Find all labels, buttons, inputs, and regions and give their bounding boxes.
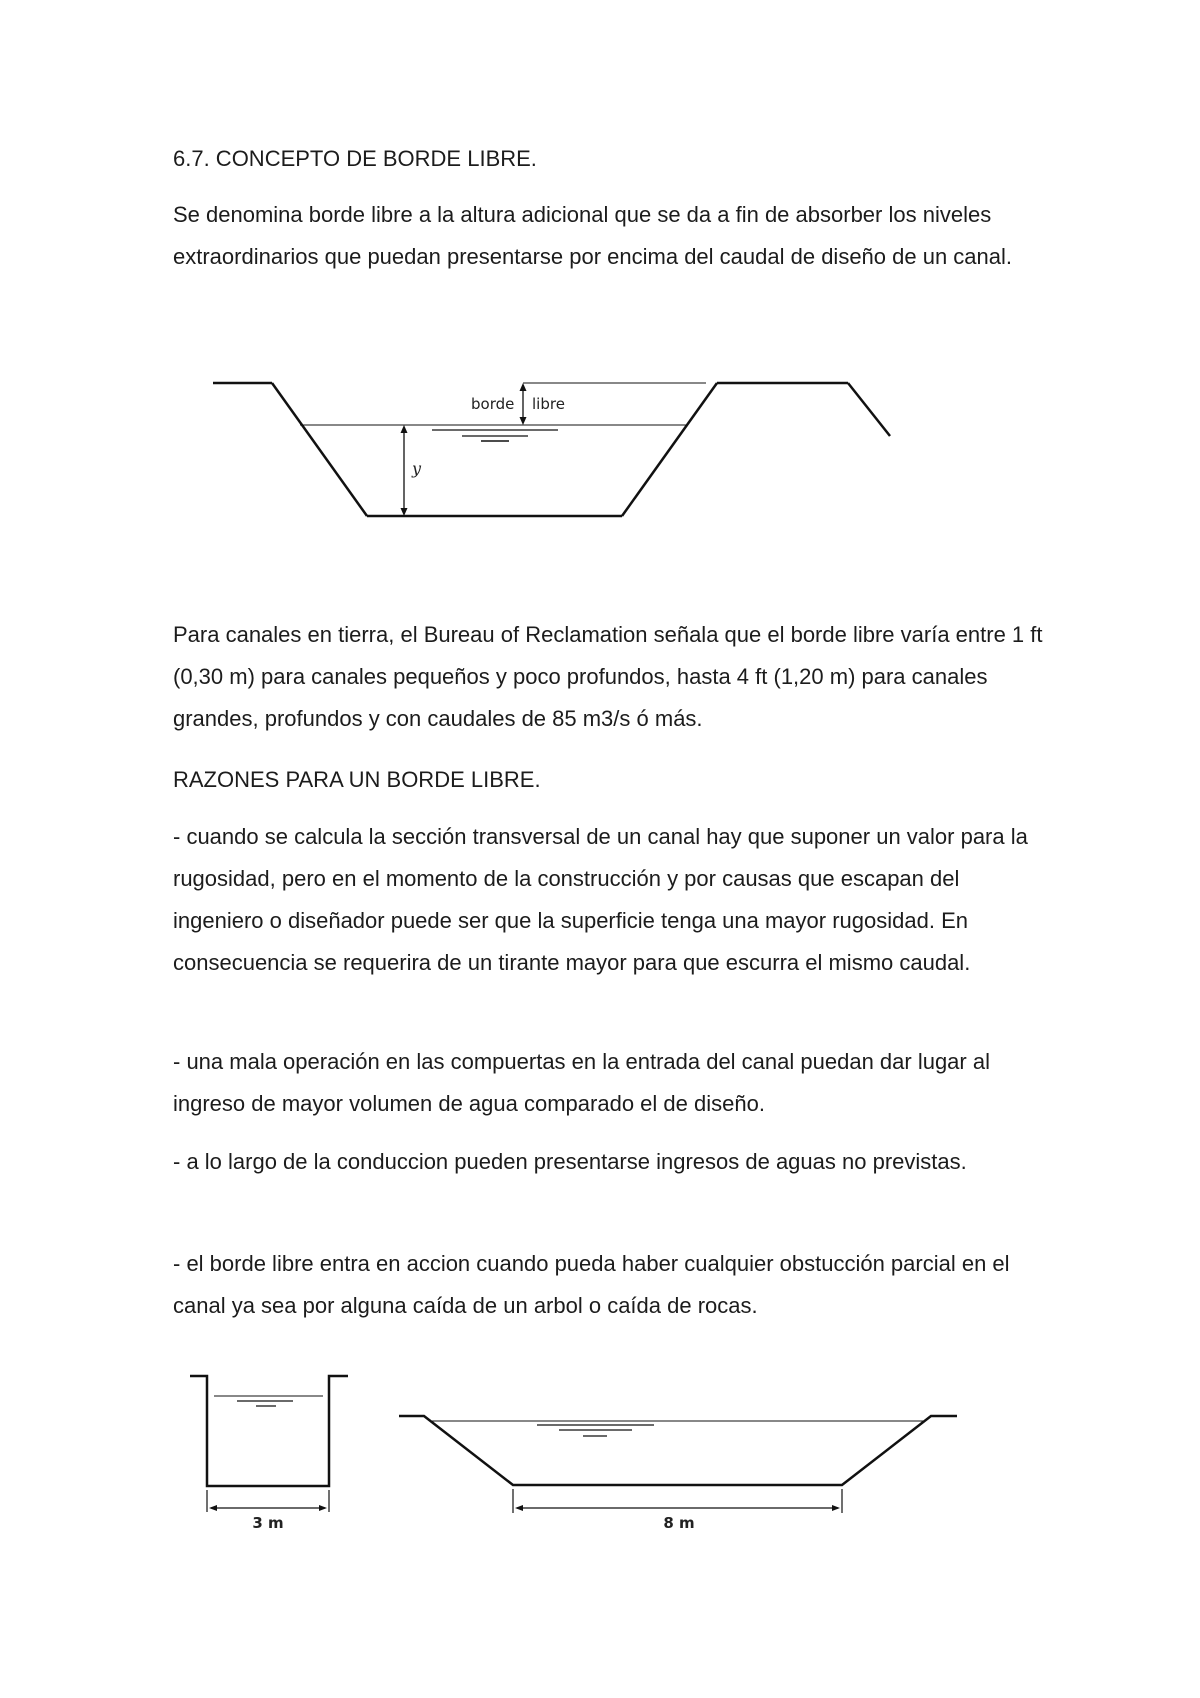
depth-y-label: y — [412, 459, 422, 478]
borde-label: borde — [471, 395, 515, 413]
libre-label: libre — [532, 395, 565, 413]
reason-item-2: - una mala operación en las compuertas en la entrada del canal puedan dar lugar al ingreso de mayor volumen de agua comparado el de diseño. — [173, 1049, 990, 1116]
reason-item-3: - a lo largo de la conduccion pueden presentarse ingresos de aguas no previstas. — [173, 1149, 967, 1174]
section-heading: 6.7. CONCEPTO DE BORDE LIBRE. — [173, 146, 537, 171]
reasons-heading: RAZONES PARA UN BORDE LIBRE. — [173, 767, 541, 792]
width-3m-label: 3 m — [252, 1514, 284, 1532]
bureau-paragraph: Para canales en tierra, el Bureau of Reclamation señala que el borde libre varía entre 1 ft (0,30 m) para canales pequeños y poco profundos, hasta 4 ft (1,20 m) para canales grandes, profundos y con caudales de 85 m3/s ó más. — [173, 622, 1043, 731]
reason-item-4: - el borde libre entra en accion cuando pueda haber cualquier obstucción parcial en el canal ya sea por alguna caída de un arbol o caída de rocas. — [173, 1251, 1010, 1318]
reason-item-1: - cuando se calcula la sección transversal de un canal hay que suponer un valor para la rugosidad, pero en el momento de la construcción y por causas que escapan del ingeniero o diseñador puede ser que la superficie tenga una mayor rugosidad. En consecuencia se requerira de un tirante mayor para que escurra el mismo caudal. — [173, 824, 1028, 975]
intro-paragraph: Se denomina borde libre a la altura adicional que se da a fin de absorber los niveles extraordinarios que puedan presentarse por encima del caudal de diseño de un canal. — [173, 202, 1013, 269]
width-8m-label: 8 m — [663, 1514, 695, 1532]
